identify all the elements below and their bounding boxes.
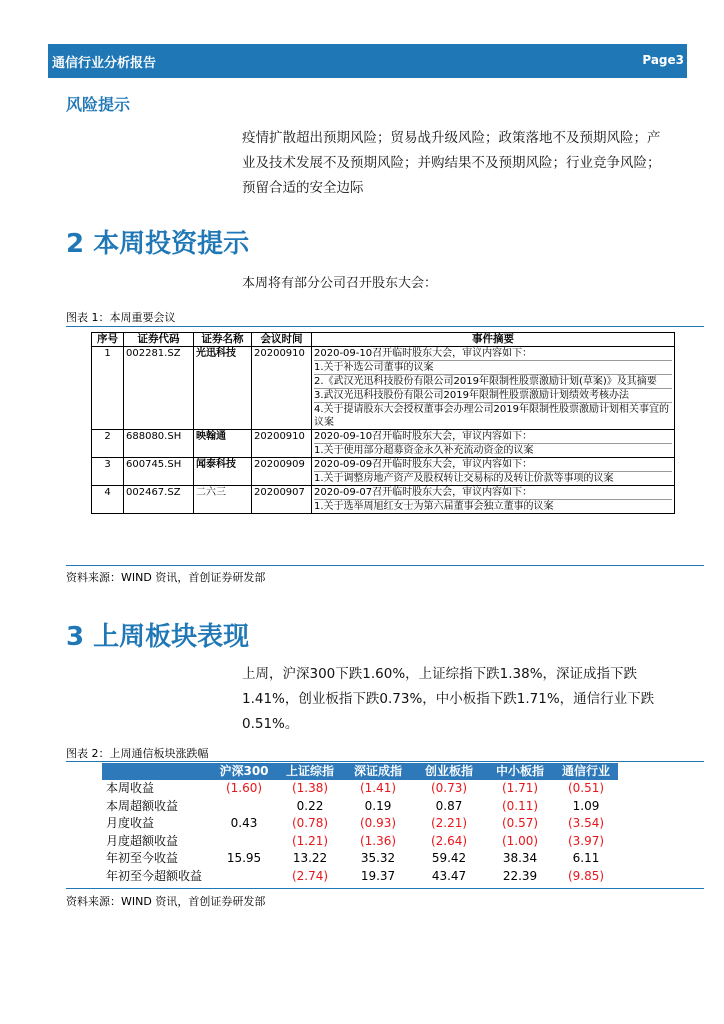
table-row [102,798,618,816]
value-cell: (1.21) [291,833,329,848]
event-line: 4.关于提请股东大会授权董事会办理公司2019年限制性股票激励计划相关事宜的议案 [314,402,672,429]
row-label: 月度收益 [106,816,155,830]
row-label: 月度超额收益 [106,833,179,848]
header-cell [102,763,212,780]
value-cell: (0.51) [567,781,605,795]
value-cell: (1.36) [359,833,397,848]
meeting-date: 20200910 [252,347,312,430]
value-cell: (3.54) [567,816,605,830]
security-name: 光迅科技 [194,347,252,430]
value-cell: 0.43 [230,816,258,830]
section-heading-invest: 2 本周投资提示 [66,229,250,259]
value-cell: (1.41) [359,781,397,795]
value-cell: 19.37 [360,868,396,883]
table-row [102,780,618,798]
header-cell: 会议时间 [252,333,312,347]
header-cell: 序号 [92,333,124,347]
row-label: 本周超额收益 [106,798,179,813]
security-code: 600745.SH [124,458,194,486]
table-row [92,430,675,458]
value-cell: (0.11) [501,798,539,813]
figure1-top-rule [66,326,704,327]
value-cell: (2.74) [291,868,329,883]
meeting-date: 20200907 [252,486,312,514]
value-cell: 59.42 [431,851,467,865]
risk-text: 疫情扩散超出预期风险；贸易战升级风险；政策落地不及预期风险；产业及技术发展不及预期风险；并购结果不及预期风险；行业竞争风险；预留合适的安全边际 [242,130,661,196]
table-row [102,833,618,851]
value-cell: (2.64) [430,833,468,848]
table-row [92,347,675,430]
figure1-caption: 图表 1：本周重要会议 [66,311,176,324]
meeting-date: 20200910 [252,430,312,458]
row-no: 1 [92,347,124,430]
row-label: 年初至今超额收益 [106,868,203,883]
value-cell: (0.73) [430,781,468,795]
event-line: 1.关于使用部分超募资金永久补充流动资金的议案 [314,443,672,457]
table-row [102,815,618,833]
row-label: 年初至今收益 [106,851,179,865]
report-title: 通信行业分析报告 [52,56,157,71]
value-cell: 15.95 [226,851,262,865]
event-summary [312,430,675,458]
value-cell: (1.00) [501,833,539,848]
section-heading-sector: 3 上周板块表现 [66,622,250,652]
event-line: 2020-09-10召开临时股东大会，审议内容如下： [314,431,533,442]
figure2-source: 资料来源：WIND 资讯，首创证券研发部 [66,895,266,908]
header-cell: 中小板指 [486,763,554,780]
row-label: 本周收益 [106,781,155,795]
value-cell [212,833,276,851]
table-header-row [102,763,618,780]
figure1-source: 资料来源：WIND 资讯，首创证券研发部 [66,571,266,584]
header-cell: 深证成指 [344,763,412,780]
value-cell: 38.34 [502,851,538,865]
event-line: 2020-09-07召开临时股东大会，审议内容如下： [314,487,533,498]
header-cell: 事件摘要 [312,333,675,347]
sector-text: 上周，沪深300下跌1.60%，上证综指下跌1.38%，深证成指下跌1.41%，创业板指下跌0.73%，中小板指下跌1.71%，通信行业下跌0.51%。 [242,666,655,732]
value-cell: (1.71) [501,781,539,795]
event-line: 1.关于选举周旭红女士为第六届董事会独立董事的议案 [314,499,672,513]
event-summary [312,347,675,430]
table-row [102,868,618,886]
value-cell: (0.78) [291,816,329,830]
value-cell: (9.85) [567,868,605,883]
event-summary [312,486,675,514]
event-line: 2020-09-09召开临时股东大会，审议内容如下： [314,459,533,470]
value-cell: (1.38) [291,781,329,795]
value-cell: (1.60) [225,781,263,795]
security-code: 688080.SH [124,430,194,458]
header-cell: 证券名称 [194,333,252,347]
table-header-row [92,333,675,347]
security-code: 002281.SZ [124,347,194,430]
value-cell: 22.39 [502,868,538,883]
value-cell: 13.22 [292,851,328,865]
row-no: 2 [92,430,124,458]
figure2-bottom-rule [66,888,704,889]
value-cell: 0.19 [364,798,392,813]
value-cell: 0.87 [435,798,463,813]
value-cell [212,798,276,816]
risk-heading: 风险提示 [66,95,131,114]
meetings-table [91,332,675,514]
header-cell: 沪深300 [212,763,276,780]
figure2-top-rule [66,761,704,762]
value-cell: 6.11 [572,851,600,865]
table-row [92,486,675,514]
sector-performance-table [102,763,618,885]
event-line: 1.关于补选公司董事的议案 [314,360,672,374]
event-line: 2020-09-10召开临时股东大会，审议内容如下： [314,348,533,359]
event-line: 3.武汉光迅科技股份有限公司2019年限制性股票激励计划绩效考核办法 [314,388,672,402]
header-cell: 上证综指 [276,763,344,780]
security-name: 映翰通 [194,430,252,458]
row-no: 3 [92,458,124,486]
header-cell: 创业板指 [412,763,486,780]
value-cell: (0.57) [501,816,539,830]
meeting-date: 20200909 [252,458,312,486]
value-cell: 43.47 [431,868,467,883]
value-cell: 0.22 [296,798,324,813]
security-name: 二六三 [194,486,252,514]
figure2-caption: 图表 2：上周通信板块涨跌幅 [66,747,209,760]
value-cell [212,868,276,886]
event-summary [312,458,675,486]
security-name: 闻泰科技 [194,458,252,486]
page-number: Page3 [642,53,684,67]
security-code: 002467.SZ [124,486,194,514]
invest-intro: 本周将有部分公司召开股东大会： [242,276,438,291]
event-line: 2.《武汉光迅科技股份有限公司2019年限制性股票激励计划(草案)》及其摘要 [314,374,672,388]
header-cell: 证券代码 [124,333,194,347]
value-cell: 1.09 [572,798,600,813]
figure1-bottom-rule [66,565,704,566]
value-cell: (0.93) [359,816,397,830]
value-cell: (3.97) [567,833,605,848]
table-row [92,458,675,486]
event-line: 1.关于调整房地产资产及股权转让交易标的及转让价款等事项的议案 [314,471,672,485]
header-cell: 通信行业 [554,763,618,780]
row-no: 4 [92,486,124,514]
table-row [102,850,618,868]
value-cell: (2.21) [430,816,468,830]
value-cell: 35.32 [360,851,396,865]
